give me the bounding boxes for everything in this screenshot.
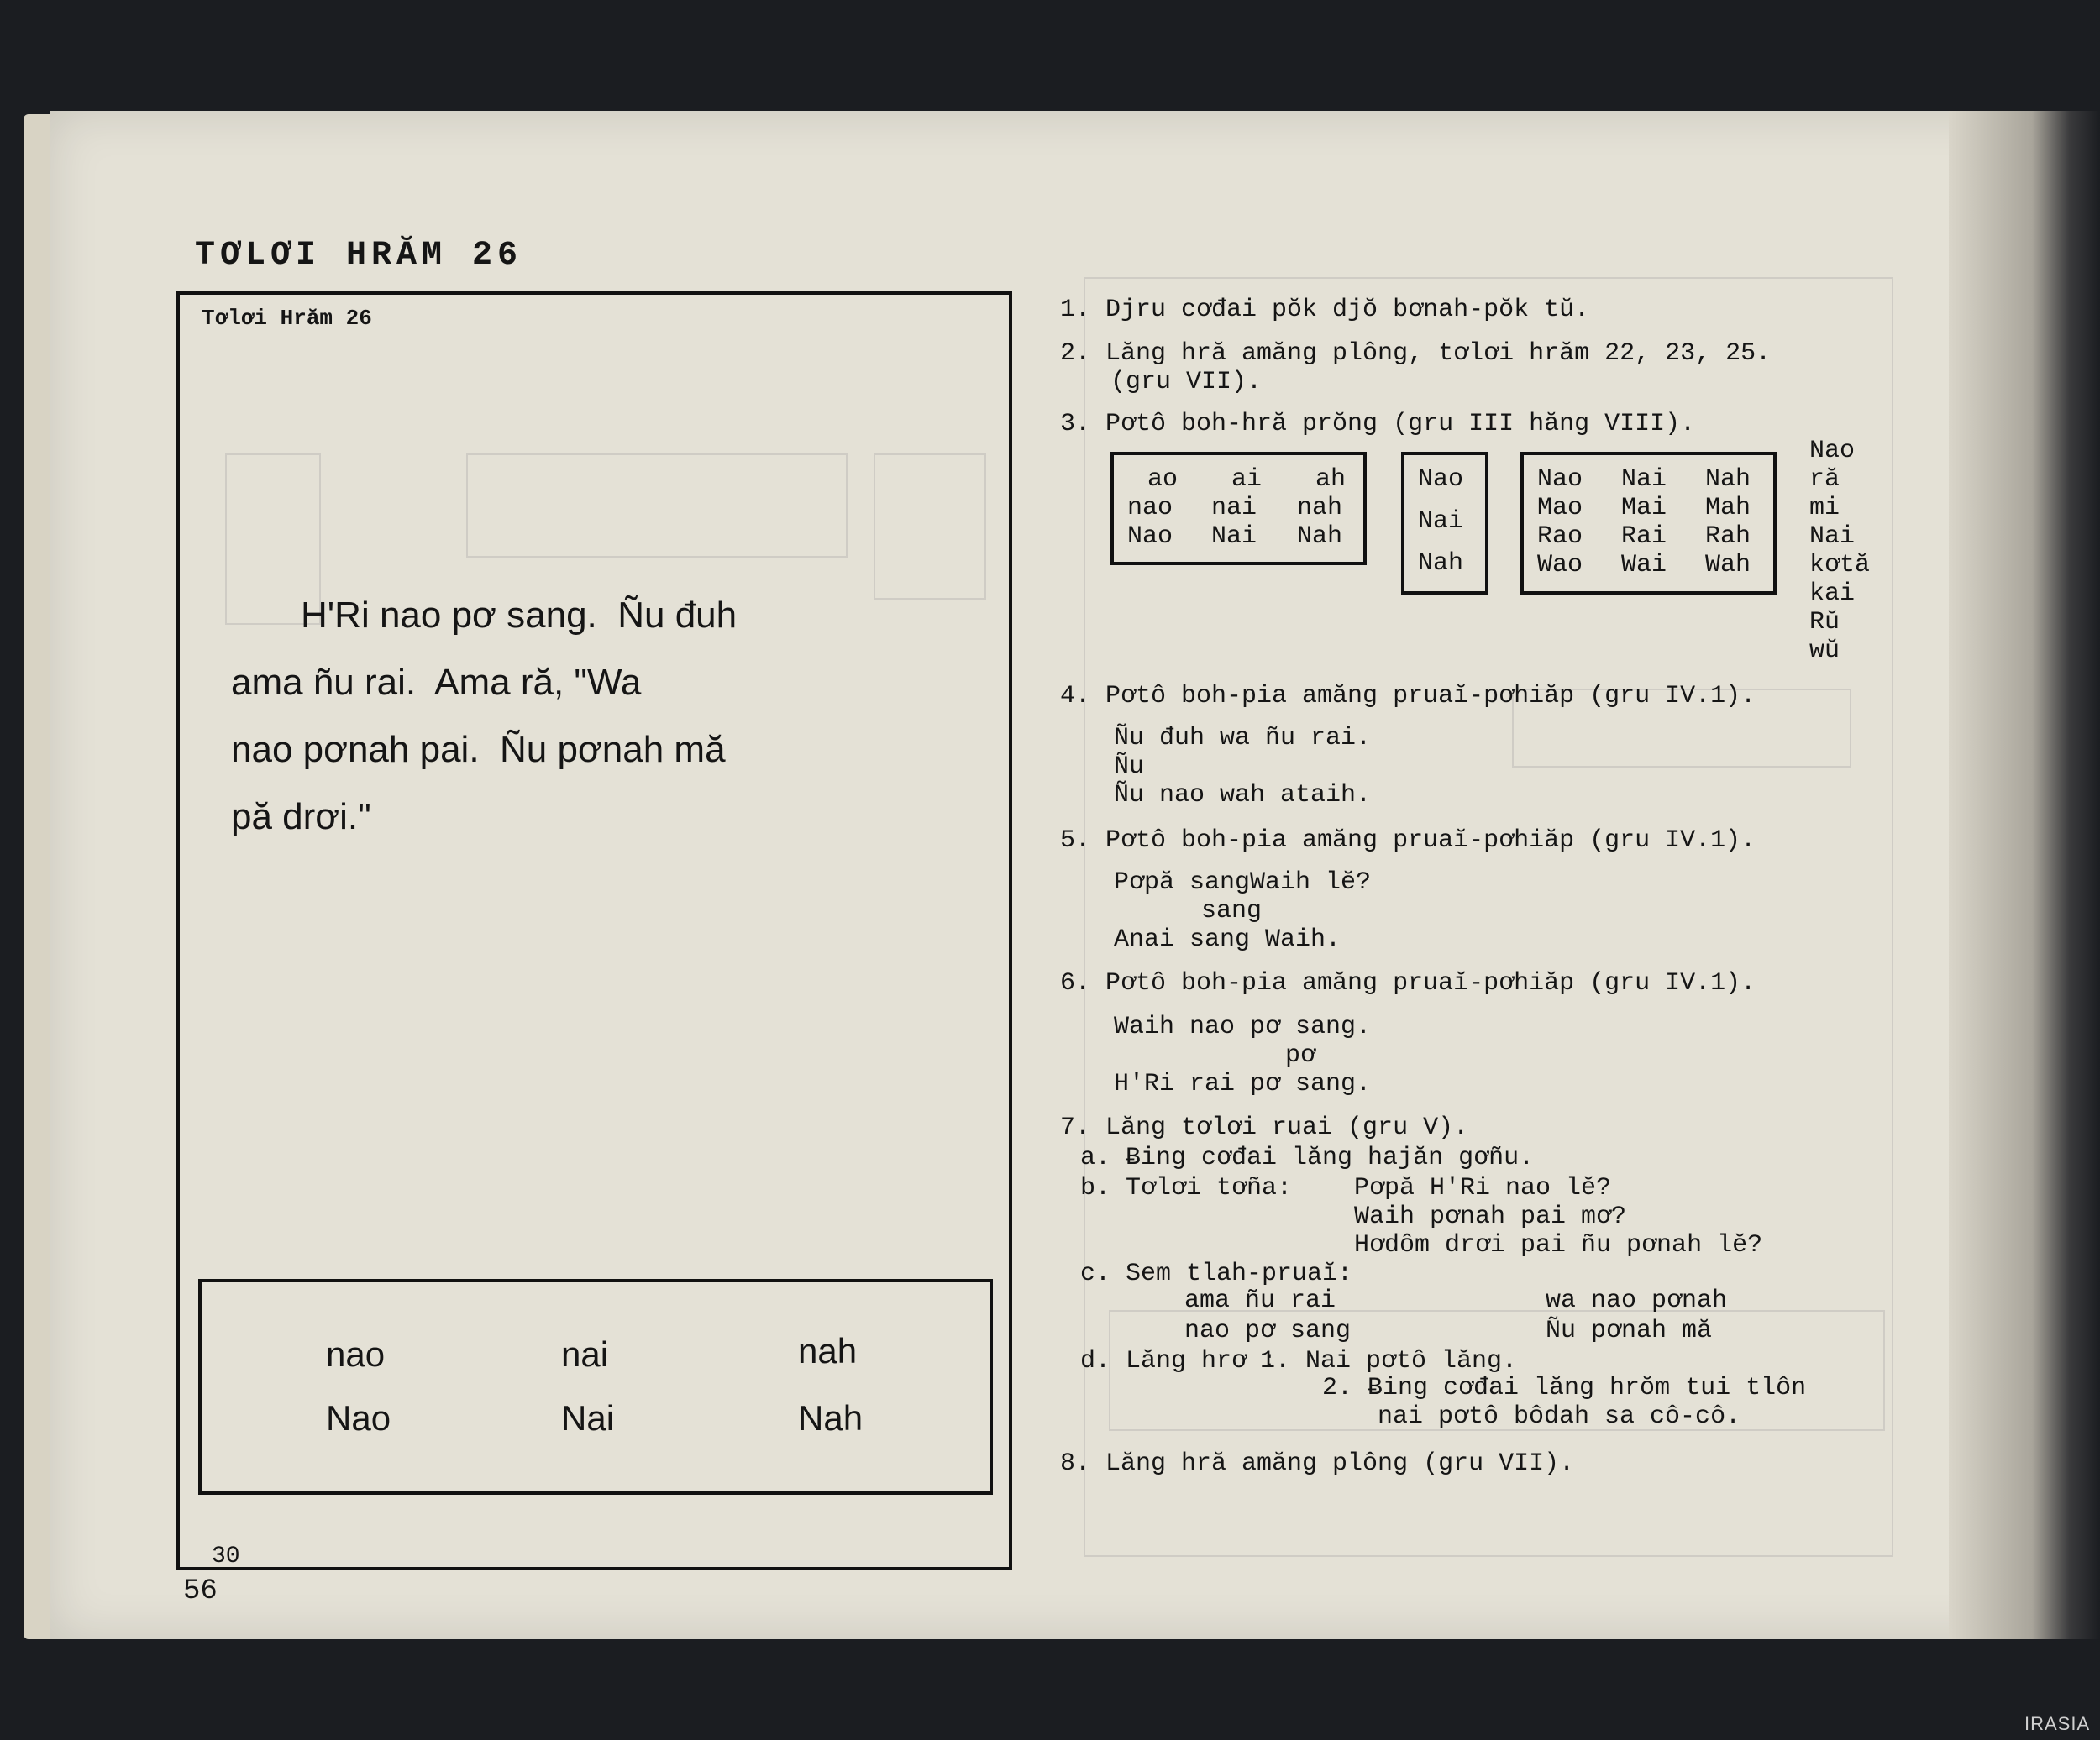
exercise-7b-question: Hơdôm drơi pai ñu pơnah lĕ?: [1354, 1231, 1763, 1260]
exercise-6-line: Waih nao pơ sang.: [1114, 1013, 1372, 1041]
letter-box-1-cell: ah: [1315, 465, 1347, 494]
exercise-7d-step: nai pơtô bôdah sa cô-cô.: [1378, 1402, 1741, 1431]
story-line-3: nao pơnah pai. Ñu pơnah mă: [231, 729, 726, 770]
exercise-4: 4. Pơtô boh-pia amăng pruaĭ-pơhiăp (gru IV.1).: [1060, 682, 1756, 710]
exercise-7d-step: 1. Nai pơtô lăng.: [1260, 1347, 1518, 1376]
page-header: TƠLƠI HRĂM 26: [195, 237, 523, 275]
exercise-5-line: Pơpă sangWaih lĕ?: [1114, 868, 1372, 897]
word-box-lower-3: nah: [798, 1331, 858, 1371]
exercise-2-note: (gru VII).: [1110, 368, 1263, 396]
story-line-4: pă drơi.": [231, 796, 371, 837]
letter-box-1-cell: nao: [1127, 494, 1173, 522]
side-word: ră: [1809, 465, 1840, 494]
exercise-1: 1. Djru cơđai pŏk djŏ bơnah-pŏk tŭ.: [1060, 296, 1590, 324]
letter-box-3-cell: Wah: [1705, 551, 1751, 579]
exercise-7c-phrase: Ñu pơnah mă: [1546, 1317, 1713, 1345]
exercise-3: 3. Pơtô boh-hră prŏng (gru III hăng VIII).: [1060, 410, 1696, 438]
letter-box-3-cell: Mai: [1621, 494, 1667, 522]
letter-box-3-cell: Rao: [1537, 522, 1583, 551]
exercise-7b-label: b. Tơlơi tơña:: [1080, 1174, 1293, 1203]
exercise-2: 2. Lăng hră amăng plông, tơlơi hrăm 22, 23, 25.: [1060, 339, 1772, 368]
exercise-6-line: H'Ri rai pơ sang.: [1114, 1070, 1372, 1098]
word-box-lower-1: nao: [326, 1334, 386, 1374]
exercise-7b-question: Waih pơnah pai mơ?: [1354, 1203, 1627, 1231]
letter-box-1-cell: Nai: [1211, 522, 1257, 551]
letter-box-3-cell: Nah: [1705, 465, 1751, 494]
exercise-7d-step: 2. Ƀing cơđai lăng hrŏm tui tlôn: [1322, 1374, 1807, 1402]
letter-box-1-cell: ai: [1231, 465, 1263, 494]
exercise-7b-question: Pơpă H'Ri nao lĕ?: [1354, 1174, 1612, 1203]
word-box-upper-3: Nah: [798, 1398, 864, 1438]
story-line-1: H'Ri nao pơ sang. Ñu đuh: [301, 595, 738, 636]
exercise-7c-phrase: nao pơ sang: [1184, 1317, 1352, 1345]
exercise-7c-label: c. Sem tlah-pruaĭ:: [1080, 1260, 1353, 1288]
letter-box-3-cell: Wai: [1621, 551, 1667, 579]
letter-box-3-cell: Nao: [1537, 465, 1583, 494]
word-box-upper-2: Nai: [561, 1398, 615, 1438]
exercise-4-line: Ñu: [1114, 752, 1145, 781]
letter-box-3-cell: Mao: [1537, 494, 1583, 522]
word-box-upper-1: Nao: [326, 1398, 391, 1438]
side-word: kai: [1809, 579, 1856, 608]
exercise-7a: a. Ƀing cơđai lăng hajăn gơñu.: [1080, 1144, 1535, 1172]
watermark: IRASIA: [2024, 1713, 2091, 1734]
exercise-7c-phrase: wa nao pơnah: [1546, 1287, 1728, 1315]
side-word: kơtă: [1809, 551, 1871, 579]
letter-box-2-cell: Nai: [1418, 507, 1464, 536]
letter-box-3-cell: Nai: [1621, 465, 1667, 494]
letter-box-2-cell: Nah: [1418, 549, 1464, 578]
side-word: mi: [1809, 494, 1840, 522]
letter-box-1-cell: ao: [1147, 465, 1179, 494]
letter-box-1-cell: Nah: [1297, 522, 1343, 551]
exercise-4-line: Ñu đuh wa ñu rai.: [1114, 724, 1372, 752]
letter-box-2-cell: Nao: [1418, 465, 1464, 494]
exercise-5-line: sang: [1201, 897, 1263, 925]
exercise-6-line: pơ: [1285, 1041, 1316, 1070]
letter-box-1-cell: nai: [1211, 494, 1257, 522]
exercise-5: 5. Pơtô boh-pia amăng pruaĭ-pơhiăp (gru IV.1).: [1060, 826, 1756, 855]
letter-box-1-cell: nah: [1297, 494, 1343, 522]
exercise-8: 8. Lăng hră amăng plông (gru VII).: [1060, 1449, 1575, 1478]
side-word: Nao: [1809, 437, 1856, 465]
exercise-7c-phrase: ama ñu rai: [1184, 1287, 1336, 1315]
letter-box-1-cell: Nao: [1127, 522, 1173, 551]
side-word: Nai: [1809, 522, 1856, 551]
exercise-4-line: Ñu nao wah ataih.: [1114, 781, 1372, 810]
page-number: 56: [183, 1575, 218, 1607]
word-box-lower-2: nai: [561, 1334, 609, 1374]
exercise-6: 6. Pơtô boh-pia amăng pruaĭ-pơhiăp (gru IV.1).: [1060, 969, 1756, 998]
inner-page-number: 30: [212, 1543, 240, 1570]
letter-box-3-cell: Wao: [1537, 551, 1583, 579]
story-line-2: ama ñu rai. Ama ră, "Wa: [231, 662, 642, 703]
book-gutter: [1949, 111, 2100, 1639]
side-word: wŭ: [1809, 637, 1840, 665]
lesson-panel-title: Tơlơi Hrăm 26: [202, 306, 372, 331]
exercise-5-line: Anai sang Waih.: [1114, 925, 1341, 954]
exercise-7d-label: d. Lăng hrơ :: [1080, 1347, 1278, 1376]
letter-box-3-cell: Rai: [1621, 522, 1667, 551]
letter-box-3-cell: Mah: [1705, 494, 1751, 522]
exercise-7: 7. Lăng tơlơi ruai (gru V).: [1060, 1114, 1469, 1142]
side-word: Rŭ: [1809, 608, 1840, 637]
word-box: [198, 1279, 993, 1495]
letter-box-3-cell: Rah: [1705, 522, 1751, 551]
